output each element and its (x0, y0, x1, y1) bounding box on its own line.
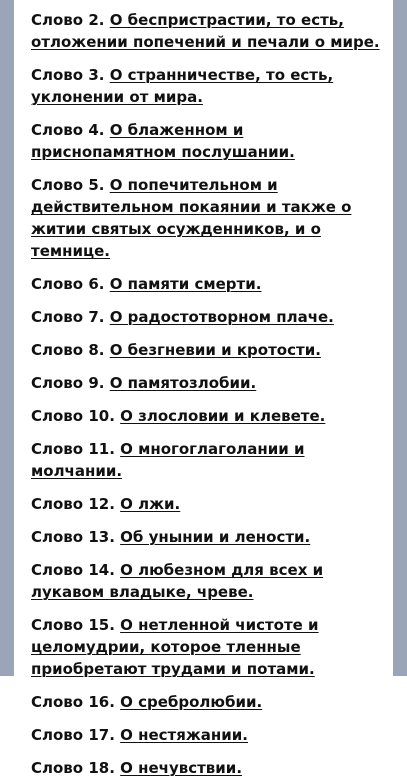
list-item (31, 757, 393, 779)
item-prefix: Слово 12. (31, 495, 115, 513)
item-prefix: Слово 7. (31, 308, 105, 326)
item-link[interactable]: О любезном для всех и лукавом владыке, чреве. (31, 561, 324, 601)
item-link[interactable]: О лжи. (120, 495, 181, 513)
item-prefix: Слово 2. (31, 11, 105, 29)
item-link[interactable]: О нечувствии. (120, 759, 243, 777)
list-item (31, 273, 393, 295)
item-prefix: Слово 8. (31, 341, 105, 359)
list-item (31, 64, 393, 108)
list-item (31, 493, 393, 515)
item-link[interactable]: О злословии и клевете. (120, 407, 326, 425)
item-link[interactable]: О беспристрастии, то есть, отложении попечений и печали о мире. (31, 11, 380, 51)
item-prefix: Слово 9. (31, 374, 105, 392)
item-prefix: Слово 5. (31, 176, 105, 194)
item-link[interactable]: О памяти смерти. (109, 275, 262, 293)
right-margin-rail (393, 0, 407, 676)
list-item (31, 438, 393, 482)
list-item (31, 372, 393, 394)
list-item (31, 724, 393, 746)
list-item (31, 614, 393, 680)
item-link[interactable]: О нетленной чистоте и целомудрии, которое тленные приобретают трудами и потами. (31, 616, 319, 678)
item-prefix: Слово 4. (31, 121, 105, 139)
item-prefix: Слово 16. (31, 693, 115, 711)
item-prefix: Слово 11. (31, 440, 115, 458)
left-margin-rail (0, 0, 14, 676)
item-prefix: Слово 3. (31, 66, 105, 84)
content-list (14, 0, 393, 777)
item-link[interactable]: О безгневии и кротости. (109, 341, 321, 359)
item-prefix: Слово 13. (31, 528, 115, 546)
item-link[interactable]: О многоглаголании и молчании. (31, 440, 305, 480)
item-link[interactable]: О памятозлобии. (109, 374, 257, 392)
item-link[interactable]: Об унынии и лености. (120, 528, 311, 546)
item-link[interactable]: О радостотворном плаче. (109, 308, 334, 326)
item-link[interactable]: О сребролюбии. (120, 693, 263, 711)
list-item (31, 306, 393, 328)
list-item (31, 339, 393, 361)
item-prefix: Слово 18. (31, 759, 115, 777)
item-link[interactable]: О блаженном и приснопамятном послушании. (31, 121, 295, 161)
item-prefix: Слово 10. (31, 407, 115, 425)
item-prefix: Слово 15. (31, 616, 115, 634)
list-item (31, 9, 393, 53)
item-link[interactable]: О странничестве, то есть, уклонении от мира. (31, 66, 334, 106)
list-item (31, 691, 393, 713)
item-prefix: Слово 6. (31, 275, 105, 293)
list-item (31, 119, 393, 163)
list-item (31, 405, 393, 427)
list-item (31, 174, 393, 262)
item-link[interactable]: О нестяжании. (120, 726, 248, 744)
item-link[interactable]: О попечительном и действительном покаянии и также о житии святых осужденников, и о темнице. (31, 176, 352, 260)
list-item (31, 559, 393, 603)
list-item (31, 526, 393, 548)
item-prefix: Слово 17. (31, 726, 115, 744)
item-prefix: Слово 14. (31, 561, 115, 579)
